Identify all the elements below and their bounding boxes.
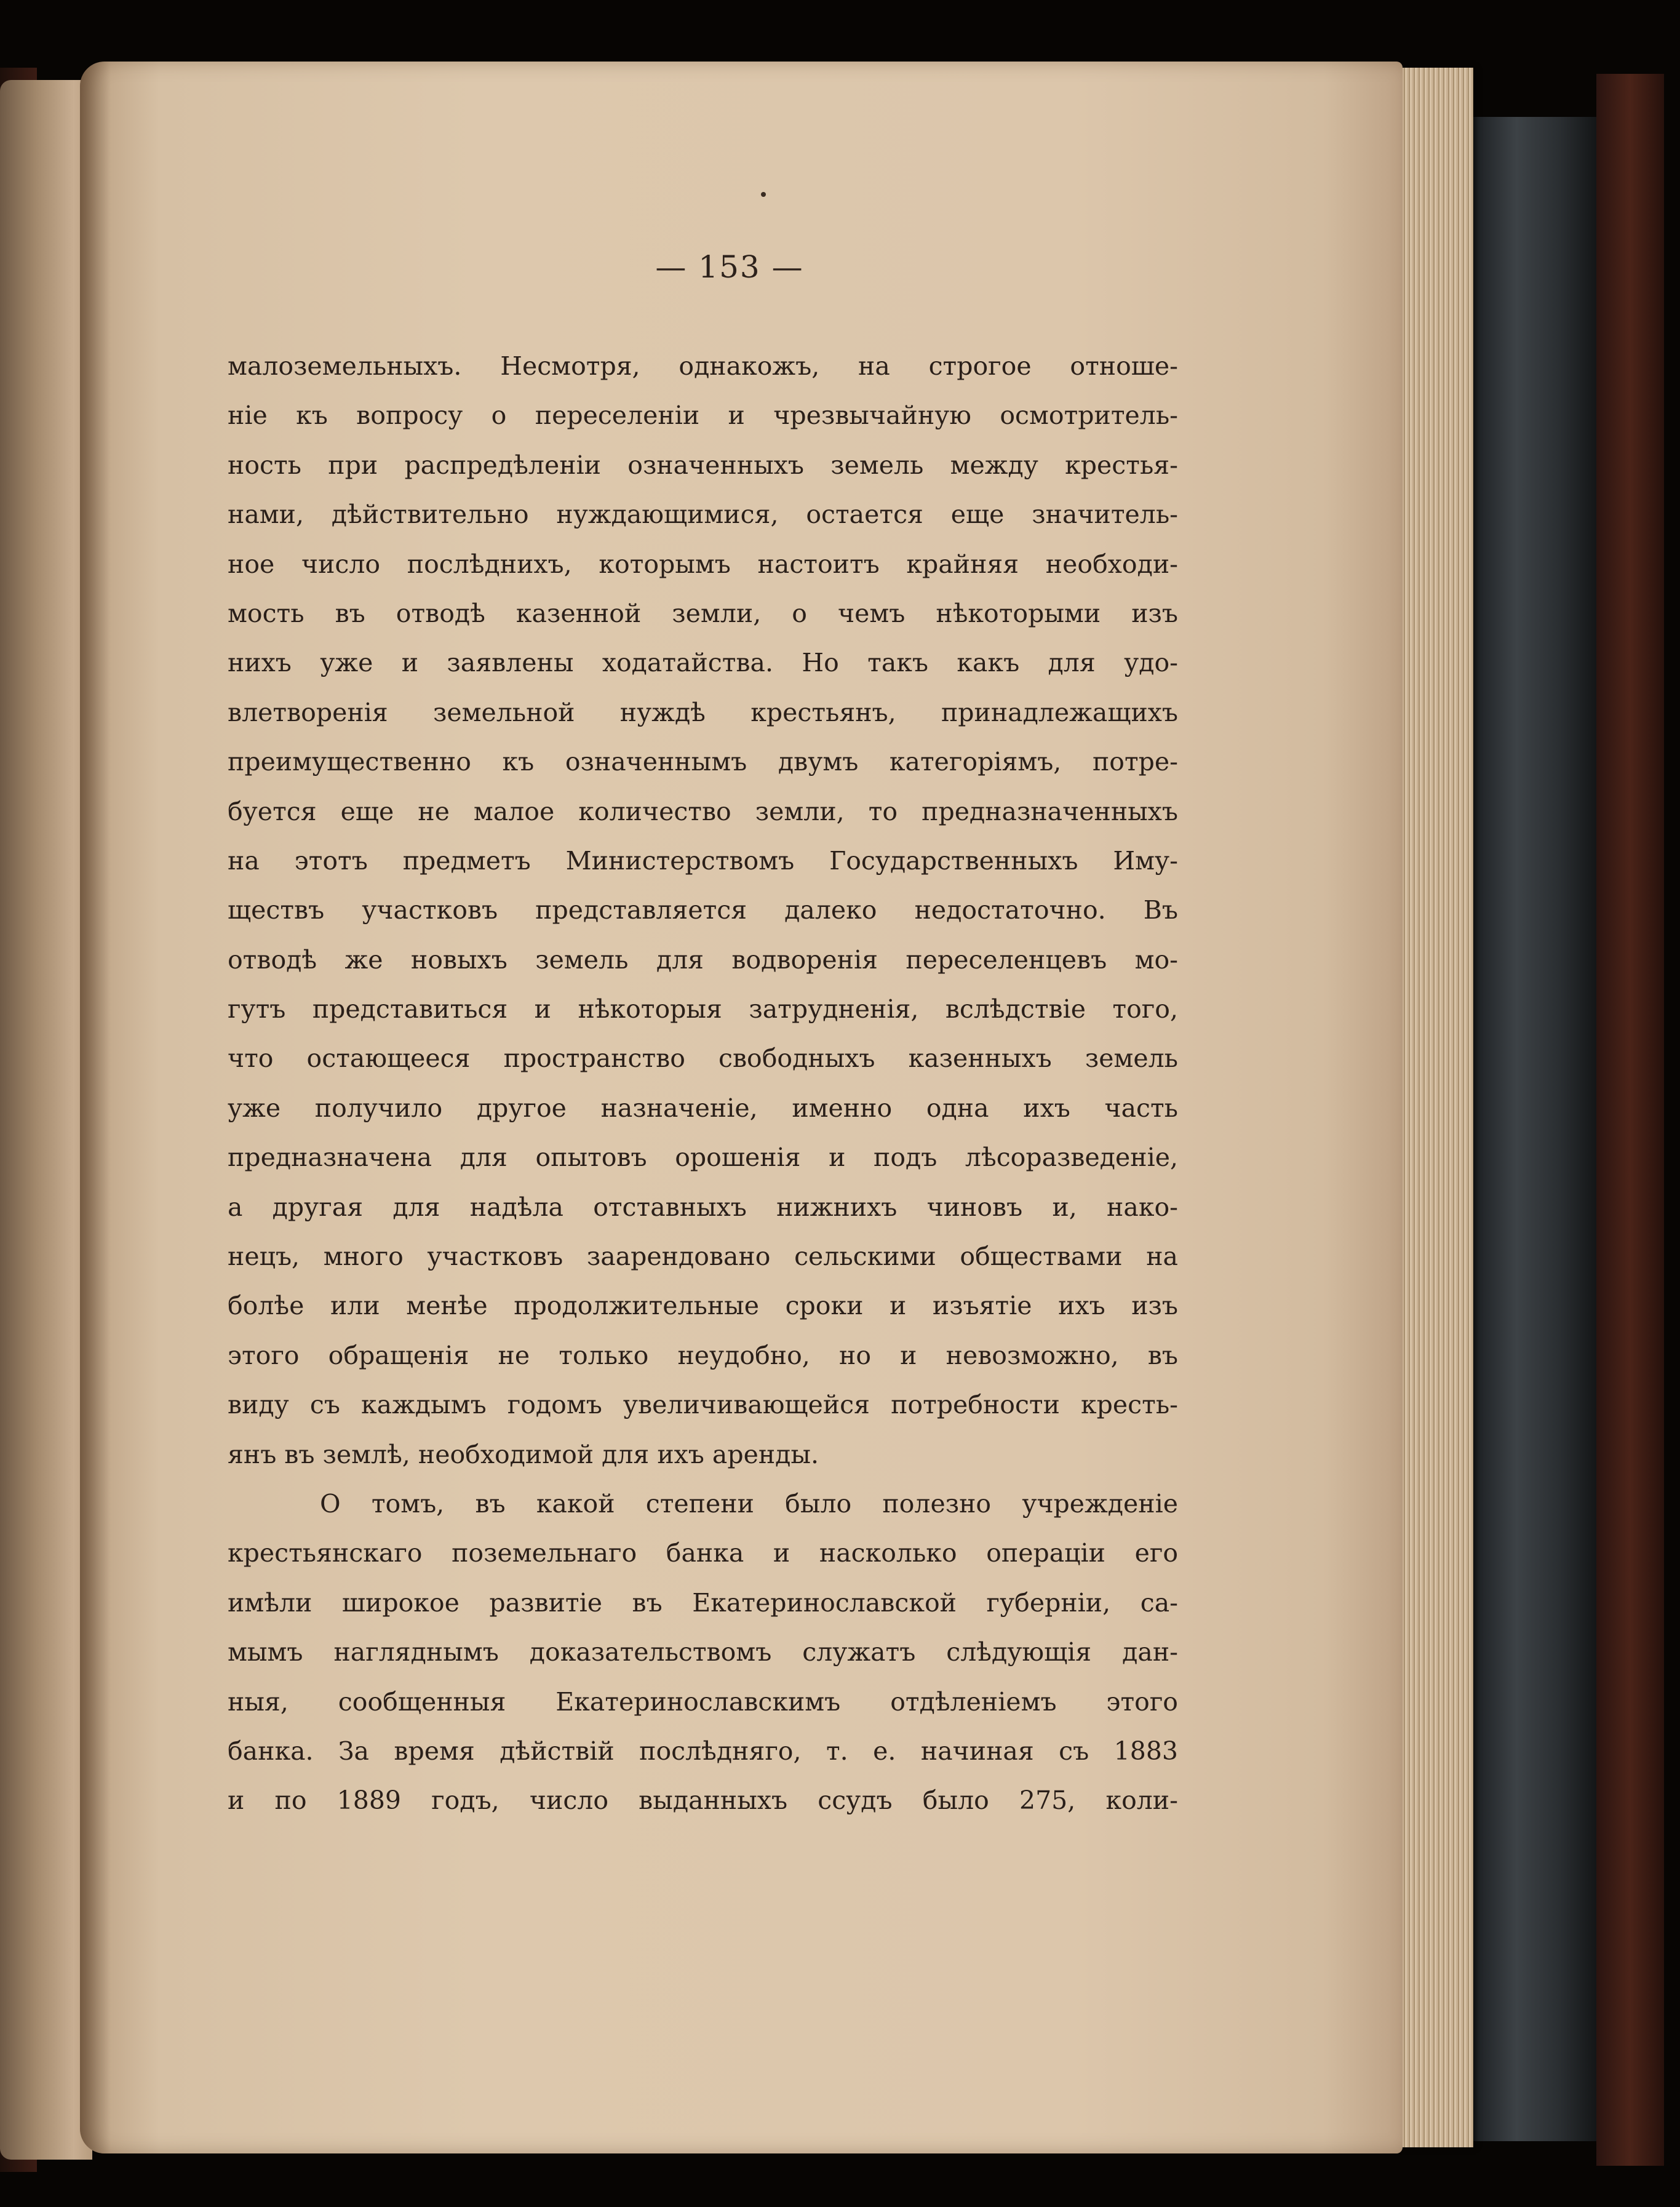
book-back-cover bbox=[1596, 74, 1664, 2166]
text-line: виду съ каждымъ годомъ увеличивающейся потребности кресть- bbox=[228, 1390, 1178, 1420]
text-line: ществъ участковъ представляется далеко недостаточно. Въ bbox=[228, 895, 1178, 925]
text-line: крестьянскаго поземельнаго банка и насколько операціи его bbox=[228, 1538, 1178, 1568]
text-line: ныя, сообщенныя Екатеринославскимъ отдѣленіемъ этого bbox=[228, 1686, 1178, 1717]
text-line: ность при распредѣленіи означенныхъ земель между крестья- bbox=[228, 450, 1178, 480]
text-line: буется еще не малое количество земли, то предназначенныхъ bbox=[228, 796, 1178, 826]
text-line: нецъ, много участковъ заарендовано сельскими обществами на bbox=[228, 1242, 1178, 1272]
text-line: а другая для надѣла отставныхъ нижнихъ чиновъ и, нако- bbox=[228, 1192, 1178, 1222]
text-line: предназначена для опытовъ орошенія и подъ лѣсоразведеніе, bbox=[228, 1143, 1178, 1173]
text-line: ніе къ вопросу о переселеніи и чрезвычайную осмотритель- bbox=[228, 401, 1178, 431]
text-line: мость въ отводѣ казенной земли, о чемъ нѣкоторыми изъ bbox=[228, 598, 1178, 628]
text-line: имѣли широкое развитіе въ Екатеринославской губерніи, са- bbox=[228, 1587, 1178, 1618]
text-line: преимущественно къ означеннымъ двумъ категоріямъ, потре- bbox=[228, 747, 1178, 777]
text-line: банка. За время дѣйствій послѣдняго, т. е. начиная съ 1883 bbox=[228, 1736, 1178, 1766]
book-left-page-edge bbox=[0, 80, 92, 2160]
book-board-edge bbox=[1473, 117, 1596, 2141]
text-line: на этотъ предметъ Министерствомъ Государственныхъ Иму- bbox=[228, 845, 1178, 876]
text-line: ное число послѣднихъ, которымъ настоитъ крайняя необходи- bbox=[228, 549, 1178, 579]
page-number-header: — 153 — bbox=[655, 249, 804, 285]
page-gutter-shadow bbox=[80, 62, 111, 2153]
ink-speck bbox=[761, 192, 766, 197]
text-line: влетворенія земельной нуждѣ крестьянъ, принадлежащихъ bbox=[228, 697, 1178, 727]
text-line: болѣе или менѣе продолжительные сроки и изъятіе ихъ изъ bbox=[228, 1291, 1178, 1321]
text-line: гутъ представиться и нѣкоторыя затрудненія, вслѣдствіе того, bbox=[228, 994, 1178, 1024]
text-line: нихъ уже и заявлены ходатайства. Но такъ какъ для удо- bbox=[228, 648, 1178, 678]
text-line: нами, дѣйствительно нуждающимися, остается еще значитель- bbox=[228, 500, 1178, 530]
text-line: мымъ нагляднымъ доказательствомъ служатъ слѣдующія дан- bbox=[228, 1637, 1178, 1667]
text-line: малоземельныхъ. Несмотря, однакожъ, на строгое отноше- bbox=[228, 351, 1178, 381]
text-line: отводѣ же новыхъ земель для водворенія переселенцевъ мо- bbox=[228, 944, 1178, 975]
paragraph-end-line: янъ въ землѣ, необходимой для ихъ аренды. bbox=[228, 1439, 819, 1469]
body-text bbox=[228, 341, 1178, 1826]
text-line: что остающееся пространство свободныхъ казенныхъ земель bbox=[228, 1044, 1178, 1074]
text-line: и по 1889 годъ, число выданныхъ ссудъ было 275, коли- bbox=[228, 1786, 1178, 1816]
text-line: этого обращенія не только неудобно, но и невозможно, въ bbox=[228, 1340, 1178, 1370]
text-line: уже получило другое назначеніе, именно одна ихъ часть bbox=[228, 1093, 1178, 1123]
paragraph-start-line: О томъ, въ какой степени было полезно учрежденіе bbox=[320, 1488, 1178, 1519]
